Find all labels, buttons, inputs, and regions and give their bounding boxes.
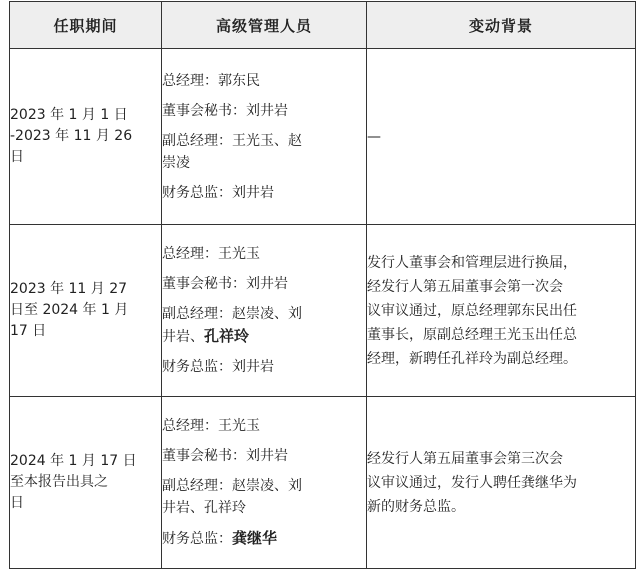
period-line: 至本报告出具之 [10,474,108,490]
background-cell [367,49,636,225]
period-line: 2023 年 1 月 1 日 [10,107,128,123]
background-line: 董事长，原副总经理王光玉出任总 [367,326,577,343]
general-manager: 总经理：王光玉 [162,246,260,262]
background-line: 发行人董事会和管理层进行换届， [367,254,577,271]
vgm-names-1: 赵崇凌、刘 [232,478,302,494]
header-background: 变动背景 [367,2,636,49]
period-line: 2023 年 11 月 27 [10,281,128,297]
period-line: 17 日 [10,323,47,339]
vgm-names-2: 崇凌 [162,154,190,171]
background-line: 议审议通过，发行人聘任龚继华为 [367,474,577,491]
background-text: — [367,128,381,145]
table-row [10,225,636,397]
cfo-name: 刘井岩 [232,359,274,375]
vice-general-managers [162,299,366,352]
vgm-new-appointee: 孔祥玲 [204,327,250,345]
vgm-names-1: 赵崇凌、刘 [232,306,302,322]
background-line: 议审议通过，原总经理郭东民出任 [367,302,577,319]
board-secretary: 董事会秘书：刘井岩 [162,276,288,292]
cfo-label: 财务总监： [162,531,232,547]
vgm-label: 副总经理： [162,132,232,149]
background-cell [367,225,636,397]
background-line: 经发行人第五届董事会第一次会 [367,278,563,295]
period-cell [10,49,162,225]
period-line: 日至 2024 年 1 月 [10,302,129,318]
background-line: 经理，新聘任孔祥玲为副总经理。 [367,350,577,367]
background-line: 新的财务总监。 [367,498,465,515]
general-manager: 总经理：王光玉 [162,418,260,434]
cfo [162,352,366,382]
header-executives: 高级管理人员 [162,2,367,49]
general-manager: 总经理：郭东民 [162,72,260,89]
period-line: 2024 年 1 月 17 日 [10,453,137,469]
vgm-label: 副总经理： [162,306,232,322]
table-row [10,397,636,569]
executive-table [9,1,636,569]
board-secretary: 董事会秘书：刘井岩 [162,448,288,464]
period-cell [10,225,162,397]
background-line: 经发行人第五届董事会第三次会 [367,450,563,467]
vice-general-managers [162,471,366,523]
executives-cell [162,397,367,569]
vice-general-managers [162,126,366,178]
executives-cell [162,49,367,225]
cfo-label: 财务总监： [162,359,232,375]
header-period: 任职期间 [10,2,162,49]
period-line: 日 [10,149,24,165]
cfo-label: 财务总监： [162,184,232,201]
cfo [162,178,366,208]
table-row [10,49,636,225]
cfo-new-appointee: 龚继华 [232,529,278,547]
header-row [10,2,636,49]
executives-cell [162,225,367,397]
period-line: 日 [10,495,24,511]
board-secretary: 董事会秘书：刘井岩 [162,102,288,119]
vgm-names-1: 王光玉、赵 [232,132,302,149]
cfo-name: 刘井岩 [232,184,274,201]
cfo [162,523,366,554]
vgm-label: 副总经理： [162,478,232,494]
period-cell [10,397,162,569]
background-cell [367,397,636,569]
period-line: -2023 年 11 月 26 [10,128,133,144]
vgm-names-2: 井岩、孔祥玲 [162,500,246,516]
vgm-names-2: 井岩、 [162,329,204,345]
